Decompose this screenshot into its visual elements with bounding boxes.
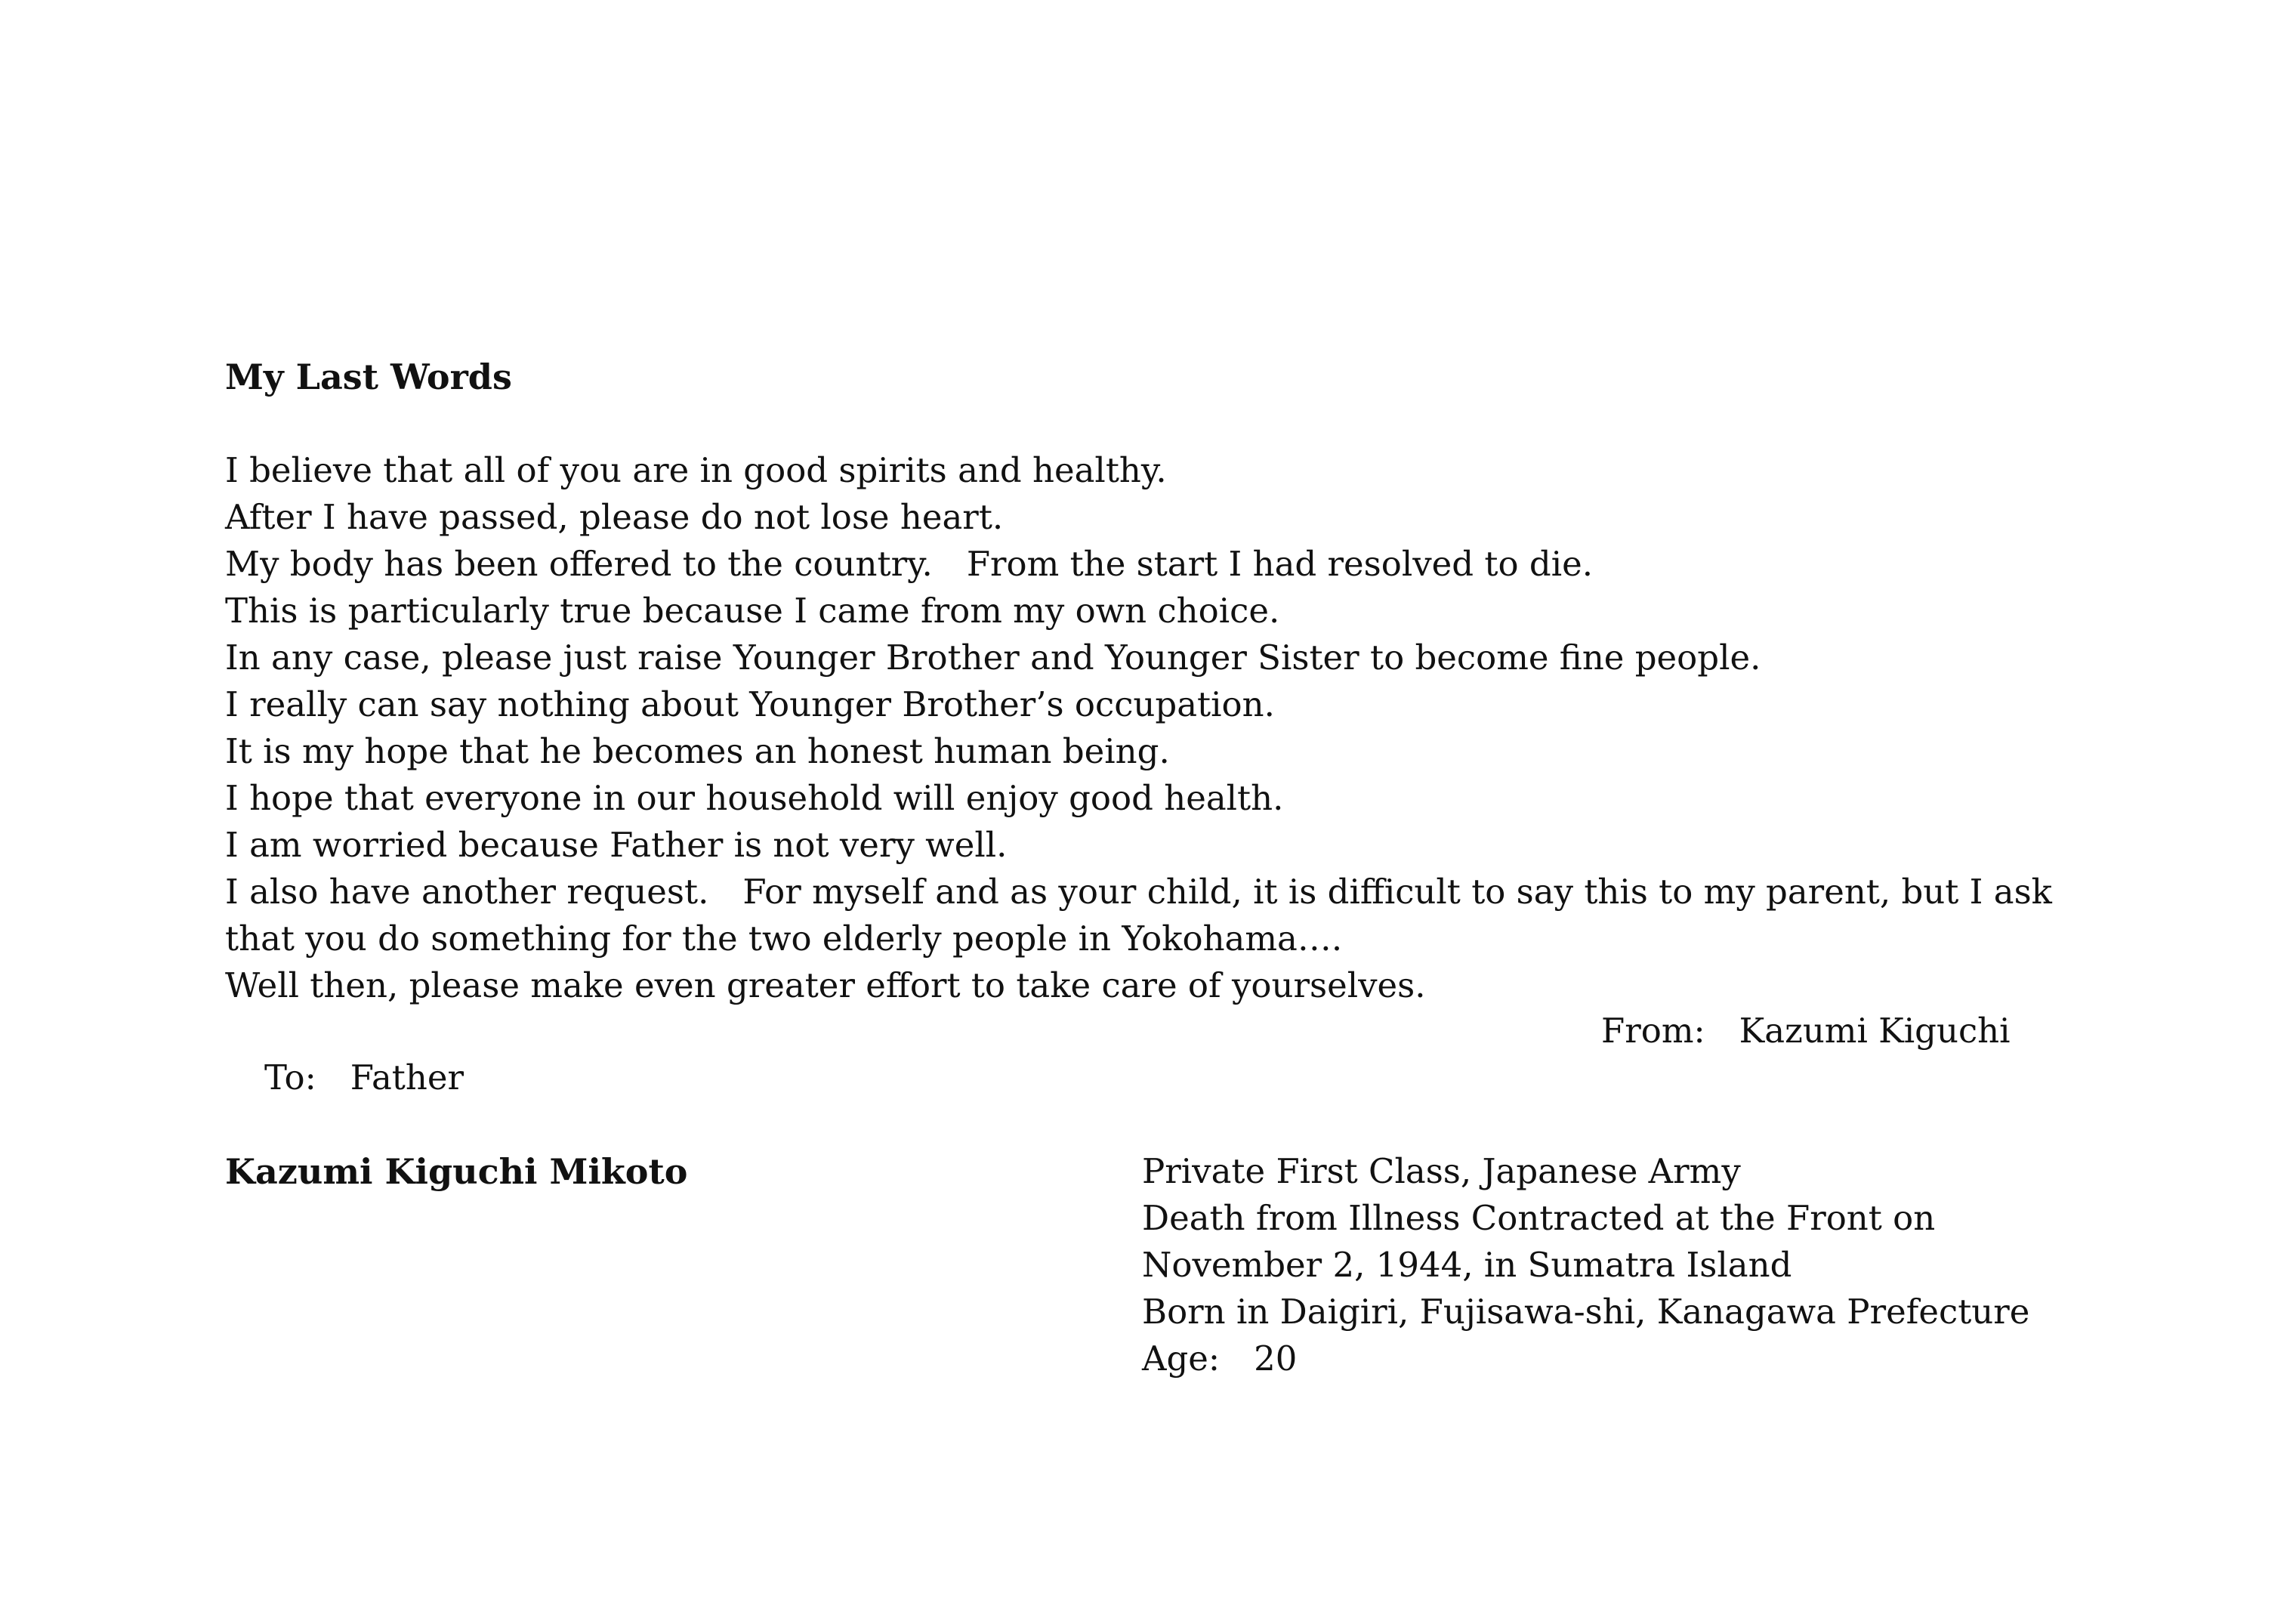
letter-line: I believe that all of you are in good spirits and healthy.: [225, 450, 1167, 490]
letter-line: My body has been offered to the country. From the start I had resolved to die.: [225, 544, 1594, 584]
soldier-info: [1142, 1148, 2029, 1382]
recipient-line: To: Father: [264, 1057, 464, 1098]
letter-line: In any case, please just raise Younger Brother and Younger Sister to become fine people.: [225, 638, 1761, 678]
info-line: Private First Class, Japanese Army: [1142, 1151, 1741, 1191]
letter-line: that you do something for the two elderly people in Yokohama….: [225, 919, 1343, 959]
letter-line: I really can say nothing about Younger Brother’s occupation.: [225, 684, 1275, 724]
info-line: Born in Daigiri, Fujisawa-shi, Kanagawa Prefecture: [1142, 1292, 2030, 1332]
soldier-name: Kazumi Kiguchi Mikoto: [225, 1151, 688, 1192]
document-title: My Last Words: [225, 357, 512, 397]
letter-line: I am worried because Father is not very well.: [225, 825, 1008, 865]
info-line: Death from Illness Contracted at the Front on: [1142, 1198, 1936, 1238]
letter-line: This is particularly true because I came from my own choice.: [225, 591, 1280, 631]
sender-line: From: Kazumi Kiguchi: [1601, 1011, 2011, 1051]
info-line: Age: 20: [1142, 1338, 1298, 1379]
letter-line: I also have another request. For myself and as your child, it is difficult to say this to my parent, but I ask: [225, 872, 2052, 912]
info-line: November 2, 1944, in Sumatra Island: [1142, 1245, 1792, 1285]
letter-line: Well then, please make even greater effort to take care of yourselves.: [225, 965, 1426, 1005]
letter-line: After I have passed, please do not lose heart.: [225, 497, 1004, 537]
letter-body: [225, 447, 2052, 1009]
letter-line: It is my hope that he becomes an honest human being.: [225, 731, 1170, 771]
letter-line: I hope that everyone in our household will enjoy good health.: [225, 778, 1284, 818]
